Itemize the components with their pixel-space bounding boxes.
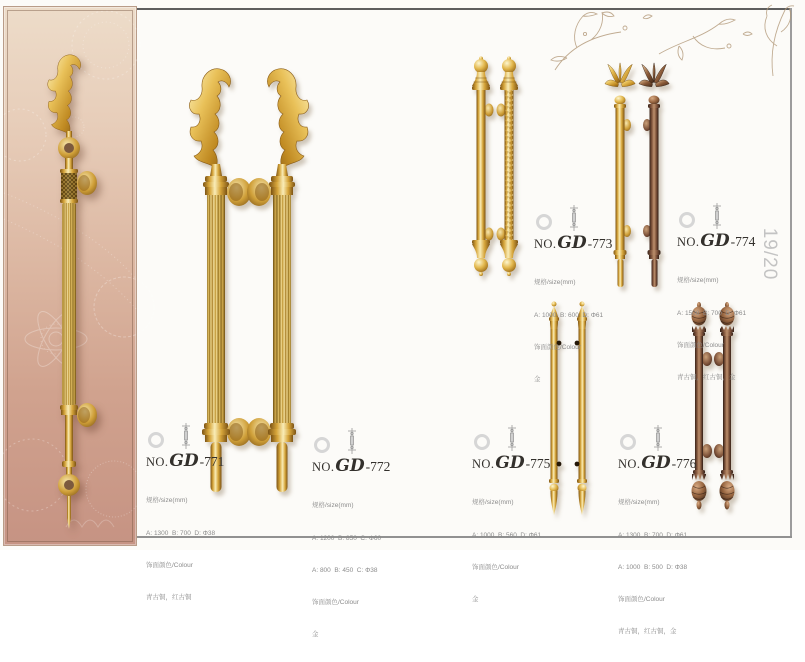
product-code: [618, 453, 714, 473]
product-code: [472, 453, 568, 473]
decorative-panel: [3, 6, 137, 546]
colour-value: 金: [534, 375, 541, 383]
colour-value: 金: [312, 631, 319, 639]
label-icons: [534, 202, 630, 232]
washer-icon: [679, 212, 695, 228]
code-prefix: NO.: [618, 457, 641, 471]
product-label-gd-775: [472, 422, 568, 627]
spec-size-label: 规格/size(mm): [677, 277, 719, 285]
product-specs: [312, 480, 408, 662]
product-image-gd-771: [27, 51, 111, 531]
washer-icon: [474, 434, 490, 450]
product-code: [146, 451, 242, 471]
dimension-diagram-icon: [180, 422, 192, 450]
code-script: GD: [495, 453, 525, 473]
colour-value: 青古铜，红古铜: [146, 593, 192, 601]
spec-line: A: 800 B: 450 C: Φ38: [312, 566, 378, 574]
label-icons: [618, 422, 714, 452]
colour-value: 青古铜，红古铜，金: [677, 373, 736, 381]
spec-line: A: 1000 B: 500 D: Φ38: [618, 563, 688, 571]
colour-value: 金: [472, 595, 479, 603]
product-code: [312, 456, 408, 476]
spec-line: A: 1300 B: 700 D: Φ61: [618, 531, 688, 539]
code-number: -771: [199, 454, 225, 469]
spec-line: A: 1200 B: 850 C: Φ60: [312, 534, 382, 542]
colour-label: 饰面颜色/Colour: [677, 341, 724, 349]
product-label-gd-776: [618, 422, 714, 659]
dimension-diagram-icon: [711, 202, 723, 230]
dimension-diagram-icon: [346, 427, 358, 455]
dimension-diagram-icon: [506, 424, 518, 452]
washer-icon: [314, 437, 330, 453]
product-image-gd-773: [464, 56, 526, 280]
label-icons: [472, 422, 568, 452]
colour-label: 饰面颜色/Colour: [146, 561, 193, 569]
spec-size-label: 规格/size(mm): [146, 497, 188, 505]
code-script: GD: [335, 456, 365, 476]
colour-label: 饰面颜色/Colour: [618, 595, 665, 603]
washer-icon: [536, 214, 552, 230]
product-label-gd-773: [534, 202, 630, 407]
code-number: -774: [730, 234, 756, 249]
spec-size-label: 规格/size(mm): [618, 499, 660, 507]
code-number: -772: [365, 459, 391, 474]
washer-icon: [148, 432, 164, 448]
spec-line: A: 1000 B: 600 D: Φ61: [534, 311, 604, 319]
product-code: [534, 233, 630, 253]
code-script: GD: [169, 451, 199, 471]
frame-line-right: [790, 8, 792, 538]
label-icons: [677, 200, 773, 230]
code-number: -773: [587, 236, 613, 251]
colour-label: 饰面颜色/Colour: [534, 343, 581, 351]
page-number: 19/20: [759, 227, 780, 281]
code-script: GD: [557, 233, 587, 253]
code-prefix: NO.: [312, 460, 335, 474]
code-prefix: NO.: [472, 457, 495, 471]
product-specs: [472, 477, 568, 627]
code-prefix: NO.: [534, 237, 557, 251]
product-specs: [146, 475, 242, 625]
product-specs: [534, 257, 630, 407]
dimension-diagram-icon: [568, 204, 580, 232]
label-icons: [312, 425, 408, 455]
spec-size-label: 规格/size(mm): [472, 499, 514, 507]
code-number: -776: [671, 456, 697, 471]
washer-icon: [620, 434, 636, 450]
product-specs: [618, 477, 714, 659]
spec-line: A: 1500 B: 700 D: Φ61: [677, 309, 747, 317]
code-script: GD: [700, 231, 730, 251]
spec-line: A: 1000 B: 560 D: Φ61: [472, 531, 542, 539]
colour-label: 饰面颜色/Colour: [312, 598, 359, 606]
spec-size-label: 规格/size(mm): [534, 279, 576, 287]
code-prefix: NO.: [677, 235, 700, 249]
colour-value: 青古铜，红古铜，金: [618, 628, 677, 636]
code-prefix: NO.: [146, 455, 169, 469]
product-label-gd-771: [146, 420, 242, 625]
code-number: -775: [525, 456, 551, 471]
dimension-diagram-icon: [652, 424, 664, 452]
label-icons: [146, 420, 242, 450]
product-label-gd-772: [312, 425, 408, 662]
spec-size-label: 规格/size(mm): [312, 502, 354, 510]
colour-label: 饰面颜色/Colour: [472, 563, 519, 571]
code-script: GD: [641, 453, 671, 473]
spec-line: A: 1300 B: 700 D: Φ38: [146, 529, 216, 537]
